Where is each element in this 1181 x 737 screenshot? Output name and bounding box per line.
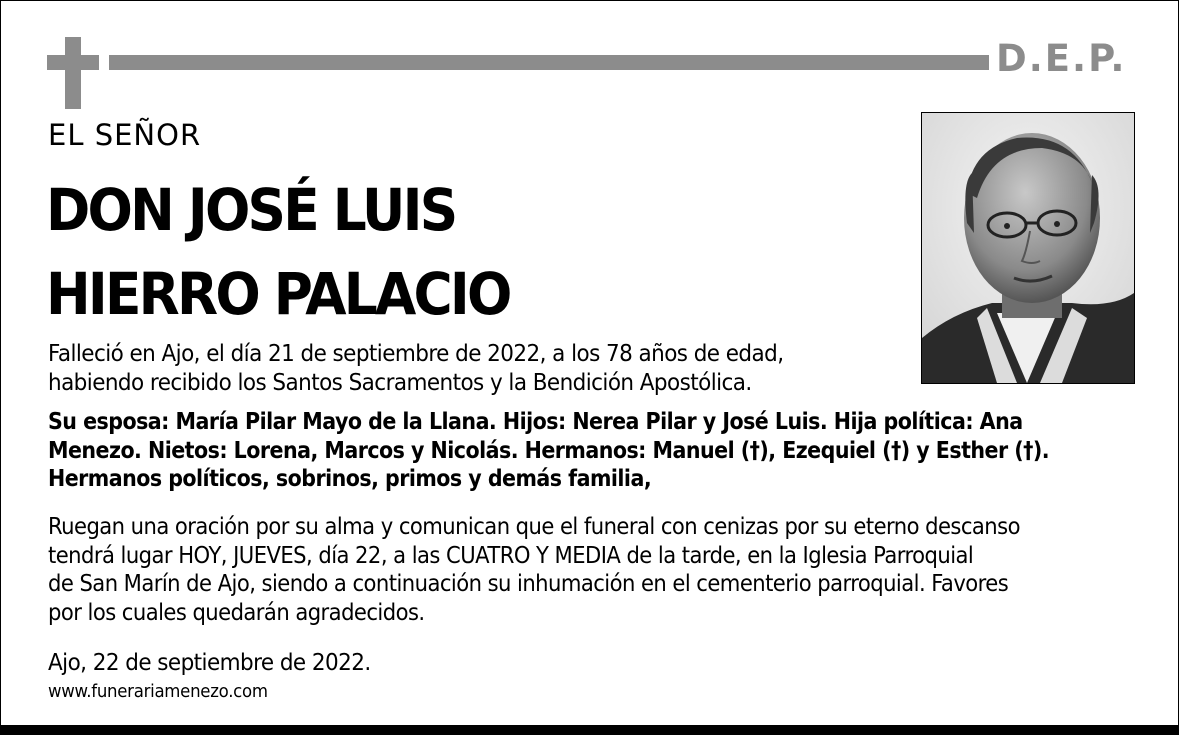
funeral-line-2: tendrá lugar HOY, JUEVES, día 22, a las CUATRO Y MEDIA de la tarde, en la Iglesia Parroquial (48, 542, 974, 569)
funeral-line-4: por los cuales quedarán agradecidos. (48, 599, 425, 626)
dep-label: D.E.P. (996, 37, 1127, 80)
family-line-3: Hermanos políticos, sobrinos, primos y demás familia, (48, 466, 652, 492)
honorific: EL SEÑOR (48, 118, 202, 152)
funeral-line-3: de San Marín de Ajo, siendo a continuación su inhumación en el cementerio parroquial. Favores (48, 571, 1009, 597)
funeral-line-1: Ruegan una oración por su alma y comunican que el funeral con cenizas por su eterno descanso (48, 514, 1020, 540)
place-date: Ajo, 22 de septiembre de 2022. (48, 650, 371, 676)
website-link[interactable]: www.funerariamenezo.com (48, 681, 268, 702)
death-line-1: Falleció en Ajo, el día 21 de septiembre de 2022, a los 78 años de edad, (48, 341, 784, 367)
family-list (48, 408, 1141, 494)
family-line-2: Menezo. Nietos: Lorena, Marcos y Nicolás. Hermanos: Manuel (†), Ezequiel (†) y Esther (†). (48, 437, 1050, 464)
header-rule (109, 55, 989, 70)
death-line-2: habiendo recibido los Santos Sacramentos y la Bendición Apostólica. (48, 369, 752, 396)
deceased-name (46, 168, 510, 336)
death-statement (48, 340, 871, 397)
name-line-1: DON JOSÉ LUIS (46, 176, 456, 244)
family-line-1: Su esposa: María Pilar Mayo de la Llana. Hijos: Nerea Pilar y José Luis. Hija política: Ana (48, 409, 1023, 435)
name-line-2: HIERRO PALACIO (46, 260, 510, 328)
portrait-photo (921, 112, 1135, 384)
cross-icon (47, 37, 99, 109)
funeral-details (48, 513, 1150, 627)
